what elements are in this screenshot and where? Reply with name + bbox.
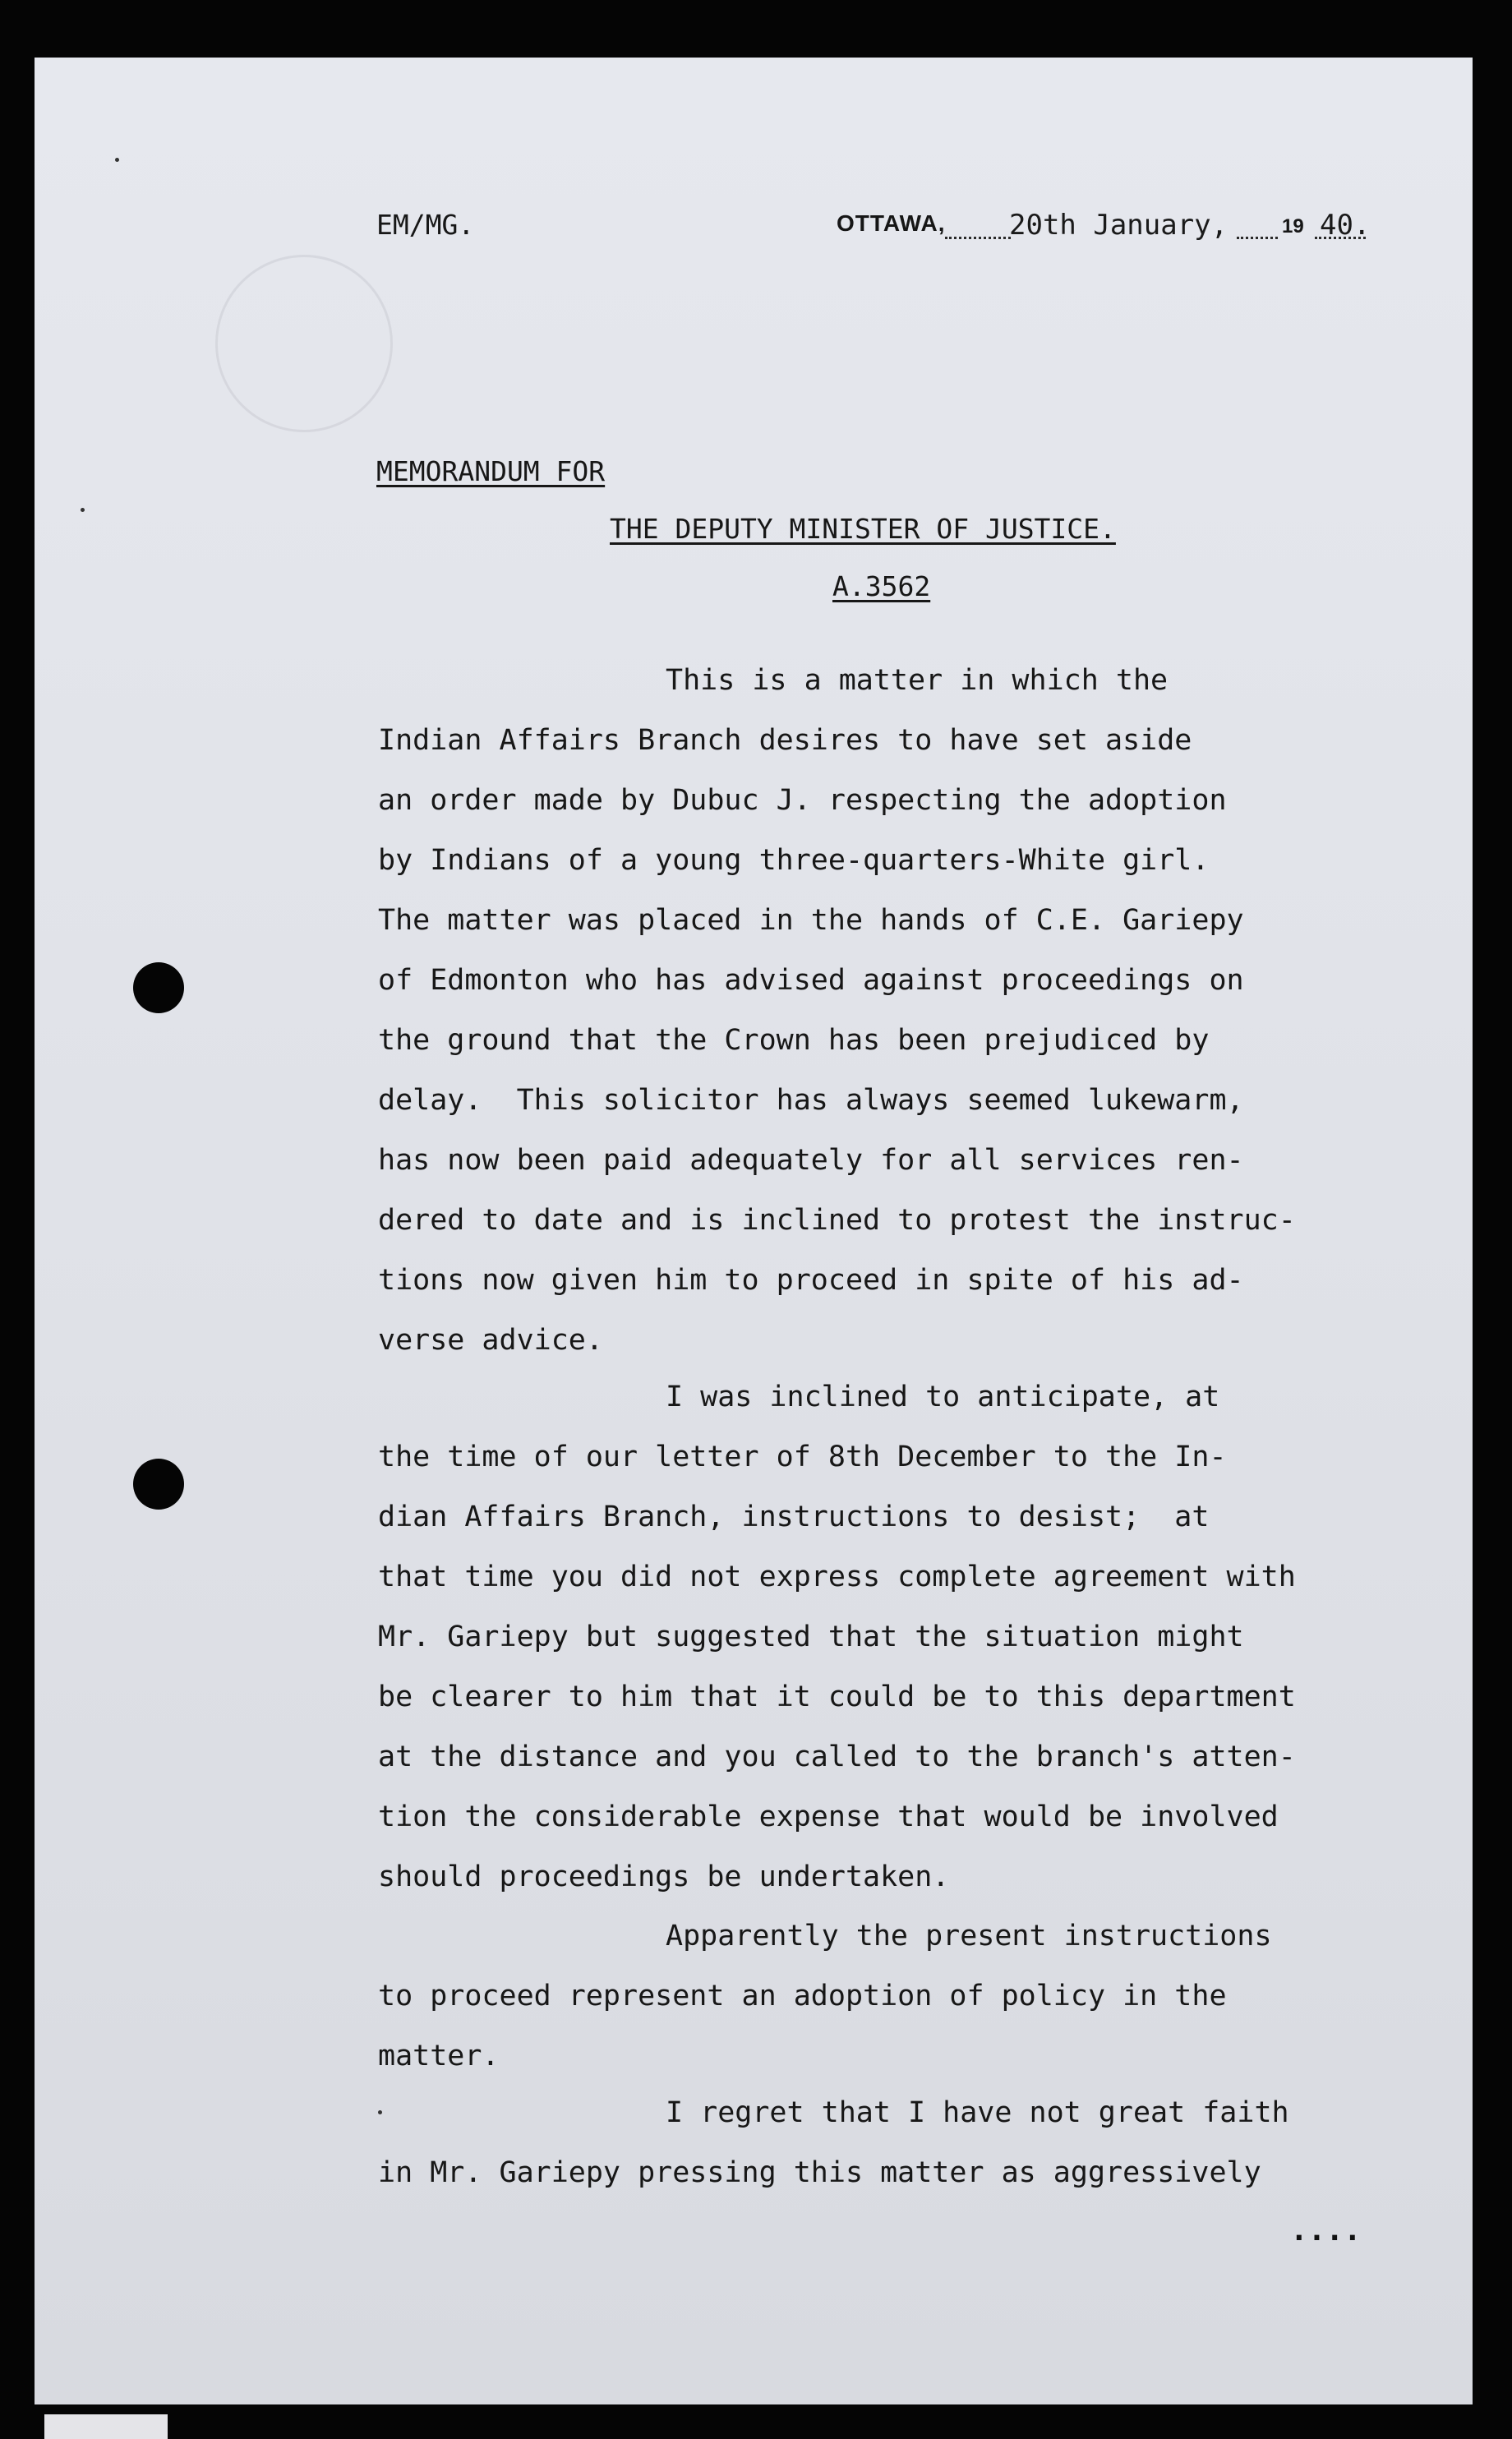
body-line: has now been paid adequately for all services ren- [378,1144,1244,1177]
speck [378,2110,382,2114]
body-line: I regret that I have not great faith [666,2096,1289,2129]
body-line: in Mr. Gariepy pressing this matter as aggressively [378,2156,1261,2189]
body-line: by Indians of a young three-quarters-White girl. [378,844,1210,877]
body-line: matter. [378,2040,500,2072]
body-line: of Edmonton who has advised against proceedings on [378,964,1244,997]
body-line: tions now given him to proceed in spite of his ad- [378,1264,1244,1297]
punch-hole [133,962,184,1013]
speck [81,508,85,512]
body-line: dian Affairs Branch, instructions to desist; at [378,1501,1210,1533]
embossed-seal [215,255,393,432]
body-line: the time of our letter of 8th December to the In- [378,1441,1227,1473]
reference-initials: EM/MG. [376,209,475,241]
memorandum-heading: MEMORANDUM FOR [376,455,606,487]
speck [115,158,119,162]
body-line: I was inclined to anticipate, at [666,1381,1220,1413]
body-line: be clearer to him that it could be to this department [378,1681,1296,1713]
body-line: This is a matter in which the [666,664,1169,697]
place-label: OTTAWA, [837,210,946,236]
body-line: to proceed represent an adoption of policy in the [378,1980,1227,2013]
body-line: an order made by Dubuc J. respecting the adoption [378,784,1227,817]
date-day-month: 20th January, [1009,209,1228,242]
year-suffix: 40. [1320,209,1371,242]
body-line: that time you did not express complete agreement with [378,1561,1296,1593]
body-line: Mr. Gariepy but suggested that the situation might [378,1621,1244,1653]
film-edge-label [44,2414,168,2439]
date-dotted-line [945,220,1011,239]
body-line: tion the considerable expense that would be involved [378,1800,1279,1833]
year-prefix: 19 [1282,215,1304,237]
body-line: should proceedings be undertaken. [378,1860,950,1893]
body-line: at the distance and you called to the branch's atten- [378,1740,1296,1773]
date-dotted-line [1237,220,1278,239]
body-line: verse advice. [378,1324,603,1357]
punch-hole [133,1459,184,1510]
body-line: delay. This solicitor has always seemed lukewarm, [378,1084,1244,1117]
body-line: Indian Affairs Branch desires to have set aside [378,724,1192,757]
file-reference: A.3562 [832,570,931,602]
continuation-marker: .... [1290,2214,1362,2248]
body-line: the ground that the Crown has been prejudiced by [378,1024,1210,1057]
body-line: Apparently the present instructions [666,1920,1272,1953]
body-line: dered to date and is inclined to protest the instruc- [378,1204,1296,1237]
recipient-heading: THE DEPUTY MINISTER OF JUSTICE. [610,513,1116,545]
body-line: The matter was placed in the hands of C.E. Gariepy [378,904,1244,937]
